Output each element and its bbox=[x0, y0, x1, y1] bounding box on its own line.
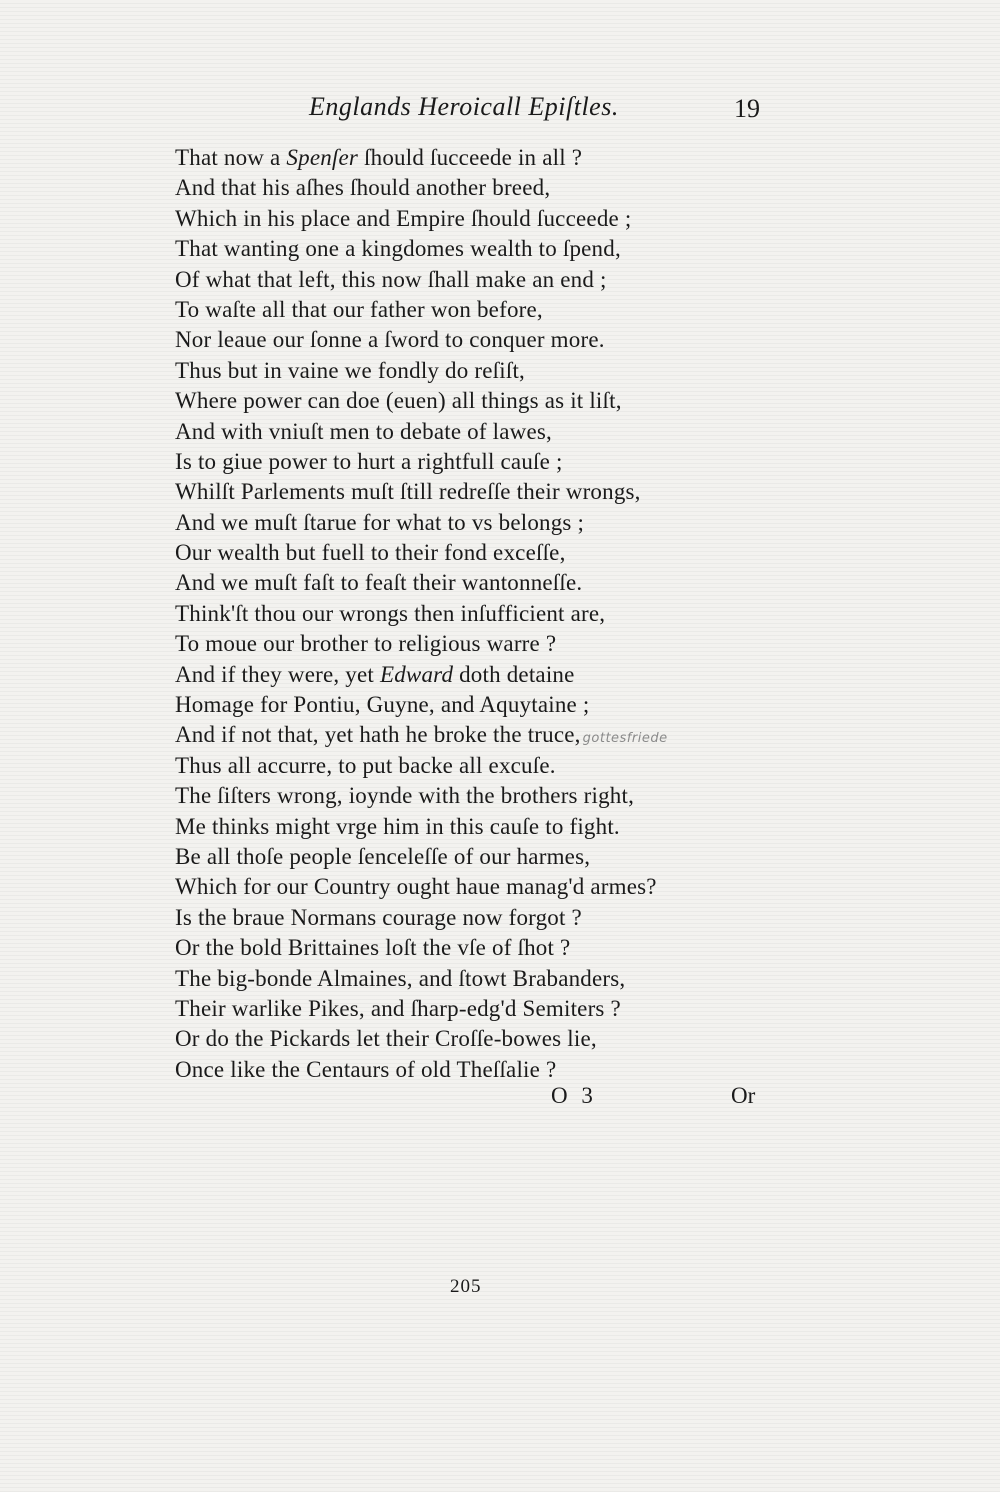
verse-text: Nor leaue our ſonne a ſword to conquer more. bbox=[175, 327, 605, 353]
verse-text: And that his aſhes ſhould another breed, bbox=[175, 175, 551, 201]
verse-line bbox=[175, 1024, 785, 1054]
running-title: Englands Heroicall Epiſtles. bbox=[309, 92, 619, 121]
verse-line bbox=[175, 204, 785, 234]
verse-text: And with vniuſt men to debate of lawes, bbox=[175, 418, 553, 444]
verse-text: Which in his place and Empire ſhould ſucceede ; bbox=[175, 205, 632, 231]
verse-text: Which for our Country ought haue manag'd armes? bbox=[175, 874, 657, 900]
verse-text: The big-bonde Almaines, and ſtowt Brabanders, bbox=[175, 965, 626, 991]
verse-text: That wanting one a kingdomes wealth to ſpend, bbox=[175, 236, 621, 262]
verse-line bbox=[175, 690, 785, 720]
verse-line bbox=[175, 933, 785, 963]
running-head bbox=[0, 92, 1000, 132]
verse-line bbox=[175, 720, 785, 750]
verse-line bbox=[175, 660, 785, 690]
verse-line bbox=[175, 568, 785, 598]
signature-mark: O 3 bbox=[551, 1083, 597, 1108]
verse-line bbox=[175, 842, 785, 872]
verse-line bbox=[175, 1055, 785, 1085]
verse-text: Our wealth but fuell to their fond exceſſe, bbox=[175, 540, 566, 566]
verse-line bbox=[175, 265, 785, 295]
verse-line bbox=[175, 508, 785, 538]
verse-line bbox=[175, 538, 785, 568]
verse-text: Think'ſt thou our wrongs then inſufficient are, bbox=[175, 600, 606, 626]
verse-line bbox=[175, 143, 785, 173]
verse-text: Of what that left, this now ſhall make an end ; bbox=[175, 266, 607, 292]
verse-text: Or the bold Brittaines loſt the vſe of ſhot ? bbox=[175, 935, 571, 961]
verse-block bbox=[175, 143, 785, 1085]
handwritten-annotation: gottesfriede bbox=[582, 731, 668, 747]
verse-line bbox=[175, 295, 785, 325]
verse-line bbox=[175, 234, 785, 264]
verse-text: Is the braue Normans courage now forgot ? bbox=[175, 904, 582, 930]
verse-text: To moue our brother to religious warre ? bbox=[175, 631, 557, 657]
verse-line bbox=[175, 872, 785, 902]
verse-line bbox=[175, 903, 785, 933]
verse-text: doth detaine bbox=[453, 661, 575, 687]
verse-line bbox=[175, 173, 785, 203]
verse-text: Be all thoſe people ſenceleſſe of our harmes, bbox=[175, 843, 591, 869]
verse-text: Me thinks might vrge him in this cauſe to fight. bbox=[175, 813, 620, 839]
verse-line bbox=[175, 629, 785, 659]
verse-text: Thus all accurre, to put backe all excuſe. bbox=[175, 752, 556, 778]
verse-text: Or do the Pickards let their Croſſe-bowes lie, bbox=[175, 1026, 597, 1052]
verse-text: Homage for Pontiu, Guyne, and Aquytaine ; bbox=[175, 692, 590, 718]
verse-text: Once like the Centaurs of old Theſſalie ? bbox=[175, 1056, 557, 1082]
verse-line bbox=[175, 964, 785, 994]
verse-text: And we muſt faſt to feaſt their wantonneſſe. bbox=[175, 570, 583, 596]
verse-text: Their warlike Pikes, and ſharp-edg'd Semiters ? bbox=[175, 995, 621, 1021]
verse-text: And we muſt ſtarue for what to vs belongs ; bbox=[175, 509, 585, 535]
catchword: Or bbox=[731, 1083, 756, 1108]
italic-name: Spenſer bbox=[286, 145, 359, 170]
verse-text: And if they were, yet bbox=[175, 661, 380, 687]
verse-text: ſhould ſucceede in all ? bbox=[358, 145, 583, 170]
verse-line bbox=[175, 751, 785, 781]
verse-line bbox=[175, 447, 785, 477]
verse-line bbox=[175, 356, 785, 386]
verse-text: Whilſt Parlements muſt ſtill redreſſe their wrongs, bbox=[175, 479, 641, 505]
verse-line bbox=[175, 781, 785, 811]
verse-text: That now a bbox=[175, 145, 287, 170]
verse-line bbox=[175, 812, 785, 842]
verse-text: And if not that, yet hath he broke the truce, bbox=[175, 722, 581, 748]
verse-line bbox=[175, 599, 785, 629]
verse-line bbox=[175, 477, 785, 507]
verse-line bbox=[175, 386, 785, 416]
verse-text: To waſte all that our father won before, bbox=[175, 296, 543, 322]
verse-text: Where power can doe (euen) all things as it liſt, bbox=[175, 388, 622, 414]
verse-text: Is to giue power to hurt a rightfull cauſe ; bbox=[175, 448, 563, 474]
italic-name: Edward bbox=[379, 661, 454, 687]
verse-line bbox=[175, 417, 785, 447]
folio-number: 19 bbox=[734, 94, 760, 123]
page-number: 205 bbox=[450, 1276, 482, 1297]
verse-text: Thus but in vaine we fondly do reſiſt, bbox=[175, 357, 525, 383]
verse-line bbox=[175, 994, 785, 1024]
verse-line bbox=[175, 325, 785, 355]
verse-text: The ſiſters wrong, ioynde with the brothers right, bbox=[175, 783, 635, 809]
